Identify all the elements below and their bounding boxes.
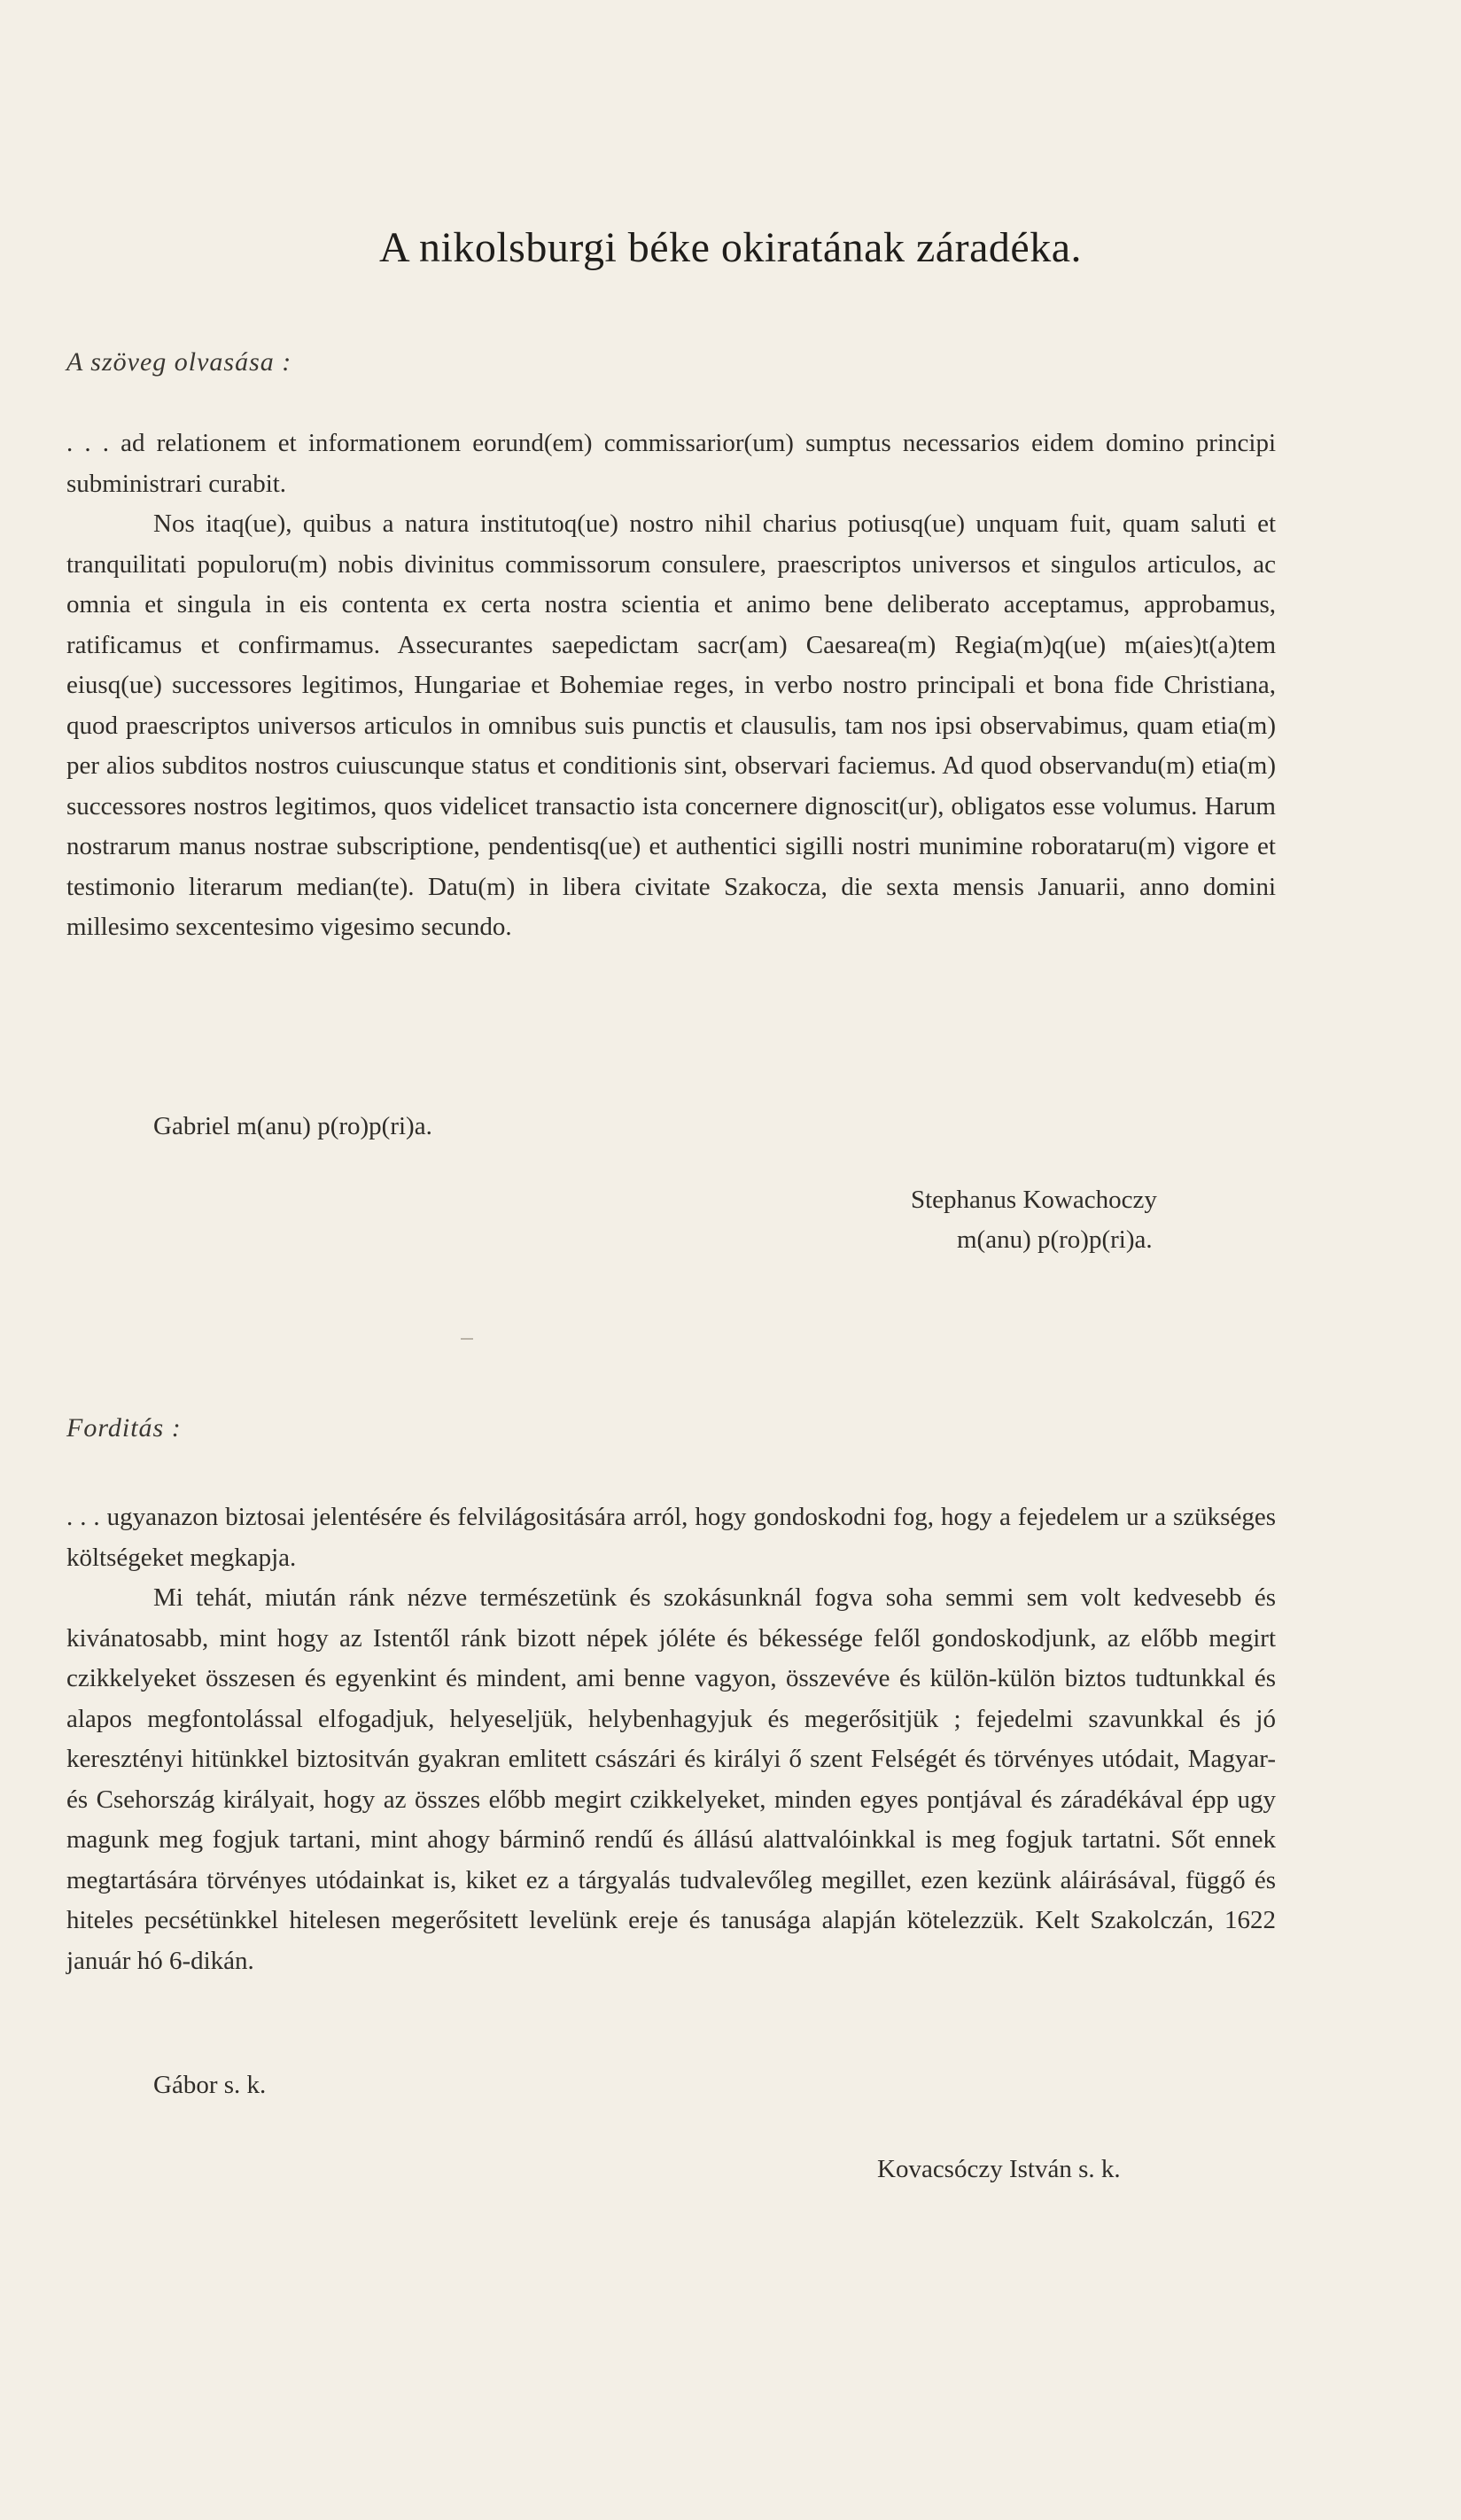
latin-signature-name: Stephanus Kowachoczy [911, 1186, 1157, 1214]
latin-paragraph-1: . . . ad relationem et informationem eorund(em) commissarior(um) sumptus necessarios eidem domino principi subministrari curabit. [66, 429, 1276, 498]
translation-section-label: Forditás : [66, 1413, 182, 1443]
section-divider-mark [461, 1338, 473, 1340]
latin-paragraph-2: Nos itaq(ue), quibus a natura institutoq(ue) nostro nihil charius potiusq(ue) unquam fuit, quam saluti et tranquilitati populoru(m) nobis divinitus commissorum consulere, praescriptos universos et singulos articulos, ac omnia et singula in eis contenta ex certa nostra scientia et animo bene deliberato acceptamus, approbamus, ratificamus et confirmamus. Assecurantes saepedictam sacr(am) Caesarea(m) Regia(m)q(ue) m(aies)t(a)tem eiusq(ue) successores legitimos, Hungariae et Bohemiae reges, in verbo nostro principali et bona fide Christiana, quod praescriptos universos articulos in omnibus suis punctis et clausulis, tam nos ipsi observabimus, quam etia(m) per alios subditos nostros cuiuscunque status et conditionis sint, observari faciemus. Ad quod observandu(m) etia(m) successores nostros legitimos, quos videlicet transactio ista concernere dignoscit(ur), obligatos esse volumus. Harum nostrarum manus nostrae subscriptione, pendentisq(ue) et authentici sigilli nostri munimine roborataru(m) vigore et testimonio literarum median(te). Datu(m) in libera civitate Szakocza, die sexta mensis Januarii, anno domini millesimo sexcentesimo vigesimo secundo. [66, 509, 1276, 941]
latin-text-block [66, 424, 1276, 948]
translation-signature-gabor: Gábor s. k. [153, 2071, 267, 2099]
translation-text-block [66, 1497, 1276, 1981]
translation-paragraph-1: . . . ugyanazon biztosai jelentésére és felvilágositására arról, hogy gondoskodni fog, hogy a fejedelem ur a szükséges költségeket megkapja. [66, 1503, 1276, 1572]
latin-signature-note: m(anu) p(ro)p(ri)a. [957, 1225, 1153, 1254]
translation-signature-kovacsoczy: Kovacsóczy István s. k. [877, 2155, 1121, 2183]
page-title: A nikolsburgi béke okiratának záradéka. [378, 224, 1082, 271]
translation-paragraph-2: Mi tehát, miután ránk nézve természetünk és szokásunknál fogva soha semmi sem volt kedvesebb és kivánatosabb, mint hogy az Istentől ránk bizott népek jóléte és békessége felől gondoskodjunk, az előbb megirt czikkelyeket összesen és egyenkint és mindent, ami benne vagyon, összevéve és külön-külön biztos tudtunkkal és alapos megfontolással elfogadjuk, helyeseljük, helybenhagyjuk és megerősitjük ; fejedelmi szavunkkal és jó keresztényi hitünkkel biztositván gyakran emlitett császári és királyi ő szent Felségét és törvényes utódait, Magyar- és Csehország királyait, hogy az összes előbb megirt czikkelyeket, minden egyes pontjával és záradékával épp ugy magunk meg fogjuk tartani, mint ahogy bárminő rendű és állású alattvalóinkkal is meg fogjuk tartatni. Sőt ennek megtartására törvényes utódainkat is, kiket ez a tárgyalás tudvalevőleg megillet, ezen kezünk aláirásával, függő és hiteles pecsétünkkel hitelesen megerősitett levelünk ereje és tanusága alapján kötelezzük. Kelt Szakolczán, 1622 január hó 6-dikán. [66, 1583, 1276, 1975]
latin-signature-gabriel: Gabriel m(anu) p(ro)p(ri)a. [153, 1112, 432, 1140]
latin-signature-kowachoczy [911, 1180, 1157, 1260]
latin-section-label: A szöveg olvasása : [66, 347, 292, 377]
